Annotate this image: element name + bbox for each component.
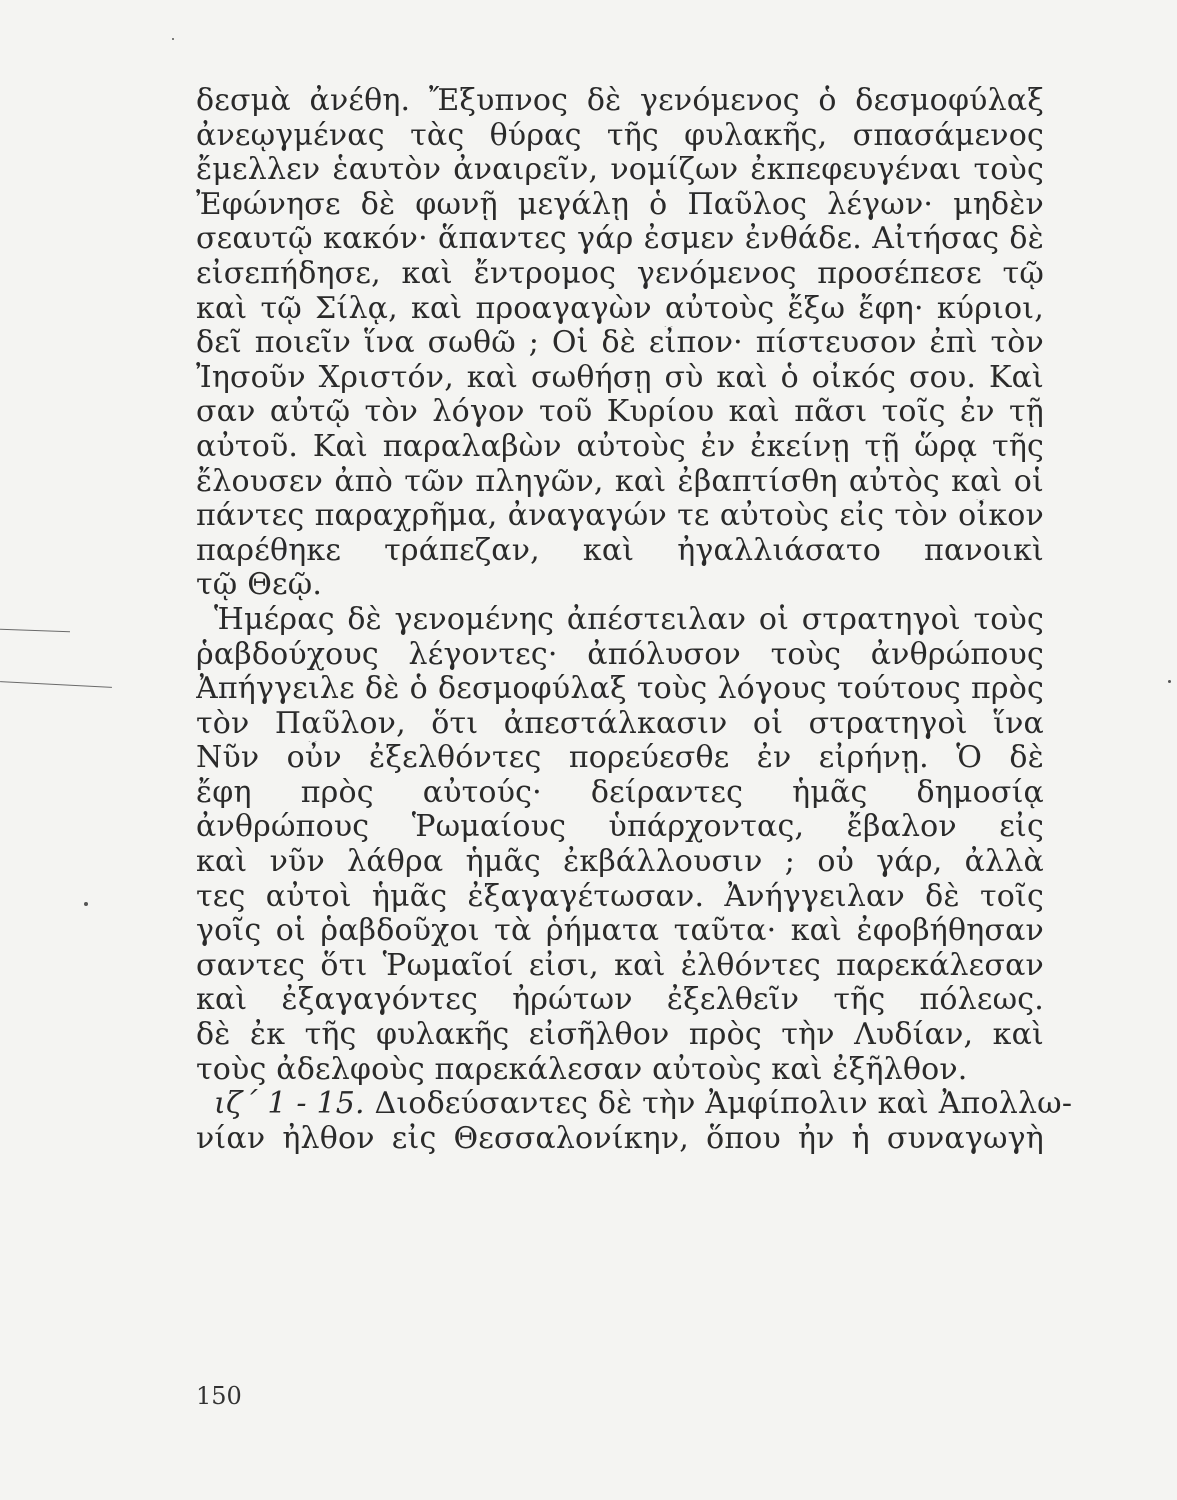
text-line: σεαυτῷ κακόν· ἅπαντες γάρ ἐσμεν ἐνθάδε. Αἰτήσας δὲ [196,222,1044,257]
page-body-text [196,84,1073,1156]
text-line: Νῦν οὖν ἐξελθόντες πορεύεσθε ἐν εἰρήνῃ. Ὁ δὲ [196,741,1044,776]
paragraph-end-line: τοὺς ἀδελφοὺς παρεκάλεσαν αὐτοὺς καὶ ἐξῆλθον. [196,1051,968,1087]
text-line: ῥαβδούχους λέγοντες· ἀπόλυσον τοὺς ἀνθρώπους [196,637,1044,672]
text-line: εἰσεπήδησε, καὶ ἔντρομος γενόμενος προσέπεσε τῷ [196,256,1044,291]
text-line: νίαν ἦλθον εἰς Θεσσαλονίκην, ὅπου ἦν ἡ συναγωγὴ [196,1121,1044,1156]
text-line: καὶ νῦν λάθρα ἡμᾶς ἐκβάλλουσιν ; οὐ γάρ, ἀλλὰ [196,845,1044,880]
text-line: Ἰησοῦν Χριστόν, καὶ σωθήσῃ σὺ καὶ ὁ οἶκός σου. Καὶ [196,360,1044,395]
text-line: δεῖ ποιεῖν ἵνα σωθῶ ; Οἱ δὲ εἶπον· πίστευσον ἐπὶ τὸν [196,326,1044,361]
chapter-reference: ιζ΄ 1 - 15. [214,1086,365,1122]
text-line: ἀνεῳγμένας τὰς θύρας τῆς φυλακῆς, σπασάμενος [196,118,1044,153]
text-line: δεσμὰ ἀνέθη. Ἔξυπνος δὲ γενόμενος ὁ δεσμοφύλαξ [196,84,1044,118]
text-line: ἀνθρώπους Ῥωμαίους ὑπάρχοντας, ἔβαλον εἰς [196,810,1044,845]
text-line: πάντες παραχρῆμα, ἀναγαγών τε αὐτοὺς εἰς τὸν οἶκον [196,499,1044,534]
speck [172,38,174,40]
text-line: τὸν Παῦλον, ὅτι ἀπεστάλκασιν οἱ στρατηγοὶ ἵνα [196,706,1044,741]
text-line: καὶ ἐξαγαγόντες ἠρώτων ἐξελθεῖν τῆς πόλεως. [196,983,1044,1018]
chapter-line-text: Διοδεύσαντες δὲ τὴν Ἀμφίπολιν καὶ Ἀπολλω- [364,1086,1073,1122]
text-line: τες αὐτοὶ ἡμᾶς ἐξαγαγέτωσαν. Ἀνήγγειλαν δὲ τοῖς [196,879,1044,914]
text-line: ἔμελλεν ἑαυτὸν ἀναιρεῖν, νομίζων ἐκπεφευγέναι τοὺς [196,153,1044,188]
text-line: ἔλουσεν ἀπὸ τῶν πληγῶν, καὶ ἐβαπτίσθη αὐτὸς καὶ οἱ [196,464,1044,499]
text-line: καὶ τῷ Σίλᾳ, καὶ προαγαγὼν αὐτοὺς ἔξω ἔφη· κύριοι, [196,291,1044,326]
text-line: Ἀπήγγειλε δὲ ὁ δεσμοφύλαξ τοὺς λόγους τούτους πρὸς [196,672,1044,707]
text-line: παρέθηκε τράπεζαν, καὶ ἠγαλλιάσατο πανοικὶ [196,533,1044,568]
text-line: αὐτοῦ. Καὶ παραλαβὼν αὐτοὺς ἐν ἐκείνῃ τῇ ὥρᾳ τῆς [196,429,1044,464]
chapter-start-line [196,1086,1073,1122]
paragraph-end-line: τῷ Θεῷ. [196,567,323,603]
text-line: δὲ ἐκ τῆς φυλακῆς εἰσῆλθον πρὸς τὴν Λυδίαν, καὶ [196,1018,1044,1053]
text-line: σαντες ὅτι Ῥωμαῖοί εἰσι, καὶ ἐλθόντες παρεκάλεσαν [196,948,1044,983]
text-line: ἔφη πρὸς αὐτούς· δείραντες ἡμᾶς δημοσίᾳ [196,775,1044,810]
text-line: σαν αὐτῷ τὸν λόγον τοῦ Κυρίου καὶ πᾶσι τοῖς ἐν τῇ [196,395,1044,430]
page-number: 150 [196,1382,242,1410]
speck [84,902,88,906]
text-line: γοῖς οἱ ῥαβδοῦχοι τὰ ῥήματα ταῦτα· καὶ ἐφοβήθησαν [196,914,1044,949]
text-line: Ἐφώνησε δὲ φωνῇ μεγάλῃ ὁ Παῦλος λέγων· μηδὲν [196,187,1044,222]
paragraph-start-line: Ἡμέρας δὲ γενομένης ἀπέστειλαν οἱ στρατηγοὶ τοὺς [214,602,1044,637]
speck [1168,680,1171,683]
margin-mark [0,681,112,688]
margin-mark [0,629,70,632]
